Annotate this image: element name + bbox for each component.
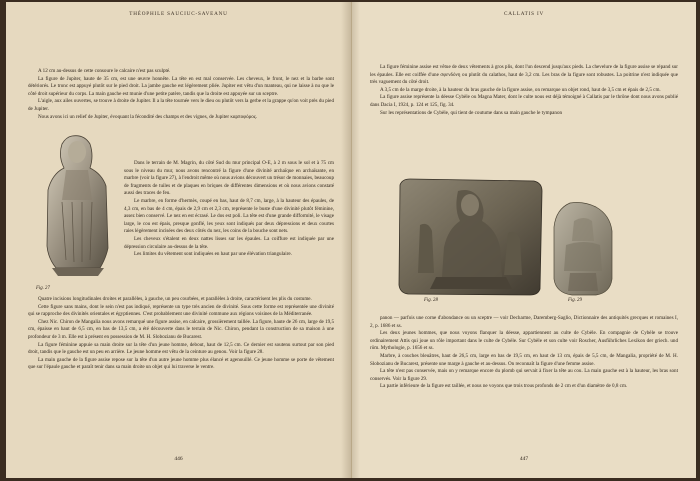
right-page bbox=[352, 2, 696, 478]
text-block bbox=[28, 68, 334, 121]
text-block-wrapped bbox=[124, 160, 334, 259]
paragraph: La figure de Jupiter, haute de 35 cm, est une œuvre honnête. La tête en est mal conservée. Les cheveux, le front, le nez et la barbe sont détériorés. Le tronc est appuyé plutôt sur le pied droit. La jambe gauche est légèrement pliée. Jupiter est vêtu d'un manteau, qui ne laisse à nu que le côté droit supérieur du corps. La main gauche est munie d'une petite patère, tandis que la droite est appuyée sur un sceptre. bbox=[28, 75, 334, 97]
running-head: CALLATIS IV bbox=[503, 11, 545, 17]
text-block-bottom bbox=[370, 315, 678, 391]
text-block bbox=[370, 64, 678, 117]
seated-figure-photo bbox=[550, 201, 616, 297]
paragraph: panon — parfois une corne d'abondance ou un sceptre — voir Decharme, Daremberg-Saglio, Dictionnaire des antiquités grecques et romaines I, 2, p. 1686 et ss. bbox=[370, 315, 678, 329]
paragraph: Les limites du vêtement sont indiquées en haut par une élévation triangulaire. bbox=[134, 251, 292, 258]
running-head: THÉOPHILE SAUCIUC-SAVEANU bbox=[129, 11, 228, 17]
text-block-bottom bbox=[28, 296, 334, 372]
paragraph: La figure assise représente la déesse Cybèle ou Magna Mater, dont le culte nous est déjà témoigné à Callatis par le thrône dont nous avons publié dans Dacia I, 1924, p. 124 et 125, fig. 34. bbox=[370, 94, 678, 108]
paragraph: La main gauche de la figure assise repose sur la tête d'un autre jeune homme plus élancé et agenouillé. Ce jeune homme se porte de vêtement que sur l'épaule gauche et paraît tenir dans sa main droite un objet qui lui traverse le ventre. bbox=[28, 356, 334, 371]
paragraph: Quatre incisions longitudinales droites et parallèles, à gauche, un peu courbées, et parallèles à droite, caractérisent les plis du costume. bbox=[38, 296, 312, 302]
paragraph: La figure féminine appuie sa main droite sur la tête d'un jeune homme, debout, haut de 12,5 cm. Ce dernier est soutenu surtout par son pied droit, tandis que le gauche est un peu en arrière. Le jeune homme est vêtu de la ceinture au genou. Voir la figure 28. bbox=[28, 341, 334, 356]
figure-27 bbox=[32, 130, 122, 295]
left-page bbox=[6, 2, 352, 478]
herm-statuette-photo bbox=[32, 130, 122, 285]
page-number: 447 bbox=[519, 456, 529, 462]
paragraph: Marbre, à couches bleuâtres, haut de 26,5 cm, large en bas de 19,5 cm, en haut de 13 cm, épais de 5,5 cm, de Mangalia, propriété de M. H. Slobozianu de Bucarest, présente une marge à gauche et au-dessus. On reconnaît la figure d'une femme assise. bbox=[370, 352, 678, 367]
paragraph: La partie inférieure de la figure est taillée, et nous ne voyons que trois trous profonds de 2 cm et d'un diamètre de 0,8 cm. bbox=[380, 383, 628, 390]
paragraph: Cette figure sans mains, dont le sein n'est pas indiqué, représente un type très ancien de divinité. Sous cette forme est représentée une divinité qui se rapproche des divinités orientales et égyptiennes. C'est probablement une divinité commune aux régions voisines de la Méditerranée. bbox=[28, 303, 334, 318]
paragraph: Le marbre, en forme d'hermès, coupé en bas, haut de 8,7 cm, large, à la hauteur des épaules, de 4,3 cm, en bas de 4 cm, épais de 2,9 cm et 2,3 cm, représente le buste d'une divinité plutôt féminine, assez bien conservé. Le nez en est écrasé. Le dos est poli. La tête est d'une grande difformité, le visage large, le cou est épais, presque gonflé, les yeux sont indiqués par deux dépressions et deux courtes raies légèrement incisées des deux côtés du nez, les coins de la bouche sont nets. bbox=[124, 197, 334, 235]
paragraph: La figure féminine assise est vêtue de deux vêtements à gros plis, dont l'un descend jusqu'aux pieds. La chevelure de la figure assise se répand sur les épaules. Elle est coiffée d'une σφενδόνη ou plutôt du calathos, haut de 3,2 cm. Les bras de la figure sont robustes. La poitrine n'est indiquée que très vaguement du côté droit. bbox=[370, 64, 678, 86]
paragraph: Dans le terrain de M. Magrin, du côté Sud du mur principal O-E, à 2 m sous le sol et à 75 cm sous le niveau du mur, nous avons rencontré la figure d'une divinité archaïque en archaïsante, en marbre (voir la figure 27), à l'endroit même où nous avions découvert un trésor de monnaies, beaucoup de fragments de tuiles et de plaques en briques de différentes dimensions et où nous avions constaté aussi des traces de feu. bbox=[124, 160, 334, 197]
paragraph: Nous avons ici un relief de Jupiter, évoquant la fécondité des champs et des vignes, de Jupiter καρποφόρος. bbox=[38, 113, 258, 120]
gutter-shadow bbox=[352, 2, 360, 478]
paragraph: Chez Nic. Chiron de Mangalia nous avons remarqué une figure assise, en calcaire, grossièrement taillée. La figure, haute de 26 cm, large de 19,5 cm, épaisse en haut de 6,5 cm, en bas de 13,5 cm, a été découverte dans le terrain de Nic. Chiron, pendant la construction de sa maison à une profondeur de 3 m. Elle est à présent en possession de M. H. Slobozianu de Bucarest. bbox=[28, 318, 334, 340]
paragraph: L'aigle, aux ailes ouvertes, se trouve à droite de Jupiter. Il a la tête tournée vers le dieu ou plutôt vers la gerbe et la grappe qu'on voit près du pied de Jupiter. bbox=[28, 98, 334, 112]
page-number: 446 bbox=[174, 456, 183, 462]
figure-27-caption: Fig. 27 bbox=[36, 286, 50, 291]
paragraph: Sur les représentations de Cybèle, qui tient de coutume dans sa main gauche le tympanon bbox=[380, 109, 563, 116]
cybele-relief-photo bbox=[396, 177, 544, 297]
paragraph: A 12 cm au-dessus de cette consoure le calcaire n'est pas sculpté. bbox=[38, 68, 171, 74]
paragraph: La tête n'est pas conservée, mais on y remarque encore du plomb qui servait à fixer la tête au cou. La main gauche est à la hauteur, les bras sont conservés. Voir la figure 29. bbox=[370, 368, 678, 382]
paragraph: Les deux jeunes hommes, que nous voyons flanquer la déesse, appartiennent au culte de Cybèle. En compagnie de Cybèle se trouve ordinairement Attis qui joue un rôle important dans le culte de Cybèle. Sur Cybèle et son culte voir Roscher, Ausführliches Lexikon der griech. und röm. Mythologie, p. 1656 et ss. bbox=[370, 330, 678, 352]
figure-28-caption: Fig. 28 bbox=[424, 298, 438, 303]
figure-28 bbox=[396, 177, 544, 307]
figure-29-caption: Fig. 29 bbox=[568, 298, 582, 303]
figure-29 bbox=[550, 201, 616, 307]
book-spread bbox=[6, 2, 696, 478]
paragraph: Les cheveux s'étalent en deux nattes lisses sur les épaules. La coiffure est indiquée par une dépression circulaire au-dessus de la tête. bbox=[124, 235, 334, 250]
gutter-shadow bbox=[341, 2, 351, 478]
paragraph: A 3,5 cm de la marge droite, à la hauteur du bras gauche de la figure assise, on remarque un objet rond, haut de 3,5 cm et épais de 2,5 cm. bbox=[380, 86, 661, 93]
